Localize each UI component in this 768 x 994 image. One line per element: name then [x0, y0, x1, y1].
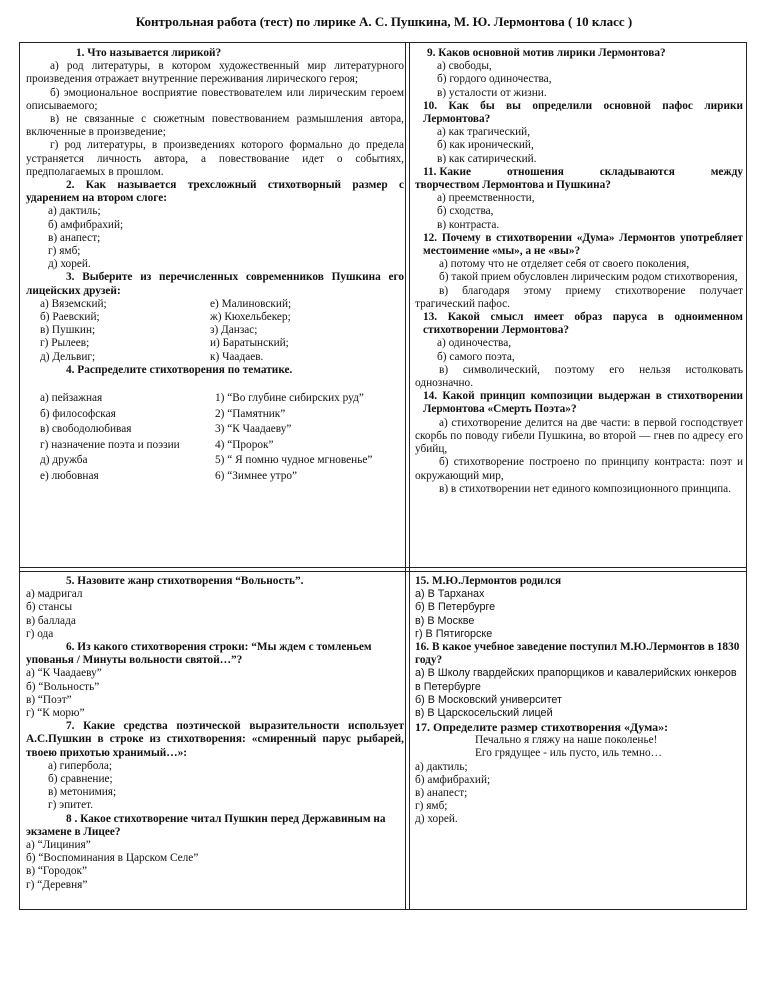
q4-topic: е) любовная [40, 469, 99, 482]
q4-poem: 5) “ Я помню чудное мгновенье” [215, 454, 373, 467]
q2-options [26, 205, 404, 271]
q2-option: г) ямб; [48, 245, 81, 258]
q4-heading: 4. Распределите стихотворения по тематике. [66, 363, 293, 376]
q11-option: а) преемственности, [437, 192, 535, 205]
q8-option: а) “Лициния” [26, 839, 91, 852]
q12-option-b: б) такой прием обусловлен лирическим родом стихотворения, [439, 271, 738, 284]
q4-poem: 6) “Зимнее утро” [215, 469, 298, 482]
q8-option: б) “Воспоминания в Царском Селе” [26, 852, 199, 865]
q11-heading-word: между [710, 165, 743, 178]
q11-heading-word: складываются [599, 165, 675, 178]
q3-option: а) Вяземский; [40, 297, 107, 310]
q10-heading: 10. Как бы вы определили основной пафос лирики Лермонтова? [423, 99, 743, 126]
q7-option: а) гипербола; [48, 759, 113, 772]
q10-option: а) как трагический, [437, 126, 531, 139]
q15-option: а) В Тарханах [415, 588, 485, 601]
q14-option-c: в) в стихотворении нет единого композиционного принципа. [439, 482, 732, 495]
q17-option: в) анапест; [415, 787, 468, 800]
q6-option: а) “К Чаадаеву” [26, 667, 102, 680]
row-divider [20, 567, 746, 572]
q15-option: в) В Москве [415, 614, 475, 627]
q15-option: г) В Пятигорске [415, 627, 493, 640]
q2-heading: 2. Как называется трехсложный стихотворный размер с ударением на втором слоге: [26, 179, 404, 205]
column-divider-inner [405, 43, 406, 909]
q13-option-c: в) символический, поэтому его нельзя истолковать однозначно. [415, 363, 743, 390]
q16-option: а) В Школу гвардейских прапорщиков и кавалерийских юнкеров в Петербурге [415, 667, 737, 693]
q5-option: а) мадригал [26, 588, 83, 601]
q9-heading: 9. Каков основной мотив лирики Лермонтова? [427, 47, 666, 59]
q3-option: и) Баратынский; [210, 337, 289, 350]
q14-option-a: а) стихотворение делится на две части: в первой господствует скорбь по поводу гибели Пушкина, во второй — гнев по адресу его убийц, [415, 416, 743, 456]
q6-option: в) “Поэт” [26, 693, 72, 706]
q2-option: в) анапест; [48, 231, 101, 244]
q1-option-d: г) род литературы, в произведениях которого формально до предела устраняется личность автора, а повествование идет о событиях, предполагаемых в прошлом. [26, 139, 404, 178]
q12-option-a: а) потому что не отделяет себя от своего поколения, [439, 258, 690, 271]
q5-heading: 5. Назовите жанр стихотворения “Вольность”. [66, 575, 304, 587]
q13-option: а) одиночества, [437, 337, 512, 350]
q17-option: г) ямб; [415, 800, 448, 813]
cell-questions-1-4 [26, 47, 404, 484]
q3-option: г) Рылеев; [40, 337, 90, 350]
q4-matching [26, 391, 404, 484]
q17-heading: 17. Определите размер стихотворения «Дума»: [415, 720, 669, 735]
cell-questions-9-14 [415, 47, 743, 496]
cell-questions-5-8 [26, 575, 404, 892]
q11-options [415, 192, 743, 232]
q12-heading: 12. Почему в стихотворении «Дума» Лермонтов употребляет местоимение «мы», а не «вы»? [423, 231, 743, 258]
q3-option: е) Малиновский; [210, 297, 292, 310]
q1-heading: 1. Что называется лирикой? [76, 47, 222, 59]
q9-option: в) усталости от жизни. [437, 86, 547, 99]
q1-option-b: б) эмоциональное восприятие повествователем или лирическим героем описываемого; [26, 86, 404, 112]
q8-option: г) “Деревня” [26, 878, 88, 891]
q17-option: д) хорей. [415, 813, 458, 826]
q15-heading: 15. М.Ю.Лермонтов родился [415, 575, 562, 587]
q16-option: в) В Царскосельский лицей [415, 707, 553, 720]
q7-option: б) сравнение; [48, 773, 113, 786]
q13-heading: 13. Какой смысл имеет образ паруса в одноименном стихотворении Лермонтова? [423, 311, 743, 337]
q13-options [415, 337, 743, 363]
q6-option: г) “К морю” [26, 707, 85, 720]
column-divider [409, 43, 410, 909]
q2-option: б) амфибрахий; [48, 218, 124, 231]
q16-option: б) В Московский университет [415, 693, 563, 706]
q5-option: г) ода [26, 627, 54, 640]
q10-option: в) как сатирический. [437, 152, 537, 165]
q4-topic: б) философская [40, 407, 116, 420]
q9-option: а) свободы, [437, 60, 492, 73]
q4-topic: в) свободолюбивая [40, 423, 132, 436]
q3-option: з) Данзас; [210, 324, 258, 337]
q11-option: б) сходства, [437, 205, 494, 218]
q7-option: г) эпитет. [48, 799, 94, 812]
q11-heading-rest: творчеством Лермонтова и Пушкина? [415, 179, 611, 192]
q15-option: б) В Петербурге [415, 601, 496, 614]
q11-heading [415, 166, 743, 179]
q1-option-a: а) род литературы, в котором художественный мир литературного произведения отражает внутренние переживания лирического героя; [26, 60, 404, 86]
q16-options [415, 667, 743, 720]
q8-option: в) “Городок” [26, 865, 87, 878]
q4-topic: а) пейзажная [40, 392, 103, 405]
q9-option: б) гордого одиночества, [437, 73, 552, 86]
q17-option: б) амфибрахий; [415, 773, 491, 786]
q3-options [26, 298, 404, 364]
q17-option: а) дактиль; [415, 760, 468, 773]
q7-option: в) метонимия; [48, 786, 117, 799]
q1-option-c: в) не связанные с сюжетным повествованием размышления автора, включенные в произведение; [26, 113, 404, 139]
q6-heading: 6. Из какого стихотворения строки: “Мы ждем с томленьем упованья / Минуты вольности святой…”? [26, 641, 372, 667]
q2-option: а) дактиль; [48, 205, 101, 218]
q4-poem: 2) “Памятник” [215, 407, 286, 420]
q4-poem: 4) “Пророк” [215, 438, 274, 451]
q8-heading: 8 . Какое стихотворение читал Пушкин перед Державиным на экзамене в Лицее? [26, 812, 386, 838]
q3-option: д) Дельвиг; [40, 350, 96, 363]
q2-option: д) хорей. [48, 258, 91, 271]
q5-option: в) баллада [26, 614, 76, 627]
q14-option-b: б) стихотворение построено по принципу контраста: поэт и окружающий мир, [415, 456, 743, 482]
q3-option: в) Пушкин; [40, 324, 96, 337]
q4-topic: д) дружба [40, 454, 88, 467]
q16-heading: 16. В какое учебное заведение поступил М.Ю.Лермонтов в 1830 году? [415, 641, 740, 667]
q6-option: б) “Вольность” [26, 680, 100, 693]
q4-poem: 1) “Во глубине сибирских руд” [215, 392, 364, 405]
q4-poem: 3) “К Чаадаеву” [215, 423, 292, 436]
q11-heading-word: отношения [506, 165, 564, 178]
q13-option: б) самого поэта, [437, 350, 515, 363]
test-table [19, 42, 747, 910]
q10-option: б) как иронический, [437, 139, 534, 152]
q4-topic: г) назначение поэта и поэзии [40, 438, 180, 451]
q14-heading: 14. Какой принцип композиции выдержан в стихотворении Лермонтова «Смерть Поэта»? [423, 390, 743, 416]
q3-option: б) Раевский; [40, 311, 100, 324]
page-title: Контрольная работа (тест) по лирике А. С. Пушкина, М. Ю. Лермонтова ( 10 класс ) [135, 14, 633, 29]
q17-verse-line: Печально я гляжу на наше поколенье! [475, 734, 658, 747]
q17-verse-line: Его грядущее - иль пусто, иль темно… [475, 747, 662, 760]
q10-options [415, 126, 743, 166]
q3-option: ж) Кюхельбекер; [210, 311, 291, 324]
q15-options [415, 588, 743, 641]
q3-option: к) Чаадаев. [210, 350, 264, 363]
q9-options [415, 60, 743, 100]
q7-heading: 7. Какие средства поэтической выразительности использует А.С.Пушкин в строке из стихотворения: «смиренный парус рыбарей, твоею прихотью хранимый…»: [26, 720, 404, 759]
q12-option-c: в) благодаря этому приему стихотворение получает трагический пафос. [415, 284, 743, 310]
q5-option: б) стансы [26, 601, 73, 614]
q11-option: в) контраста. [437, 218, 500, 231]
q11-heading-word: 11. Какие [423, 165, 472, 178]
cell-questions-15-17 [415, 575, 743, 827]
q3-heading: 3. Выберите из перечисленных современников Пушкина его лицейских друзей: [26, 271, 404, 297]
q7-options [26, 760, 404, 813]
